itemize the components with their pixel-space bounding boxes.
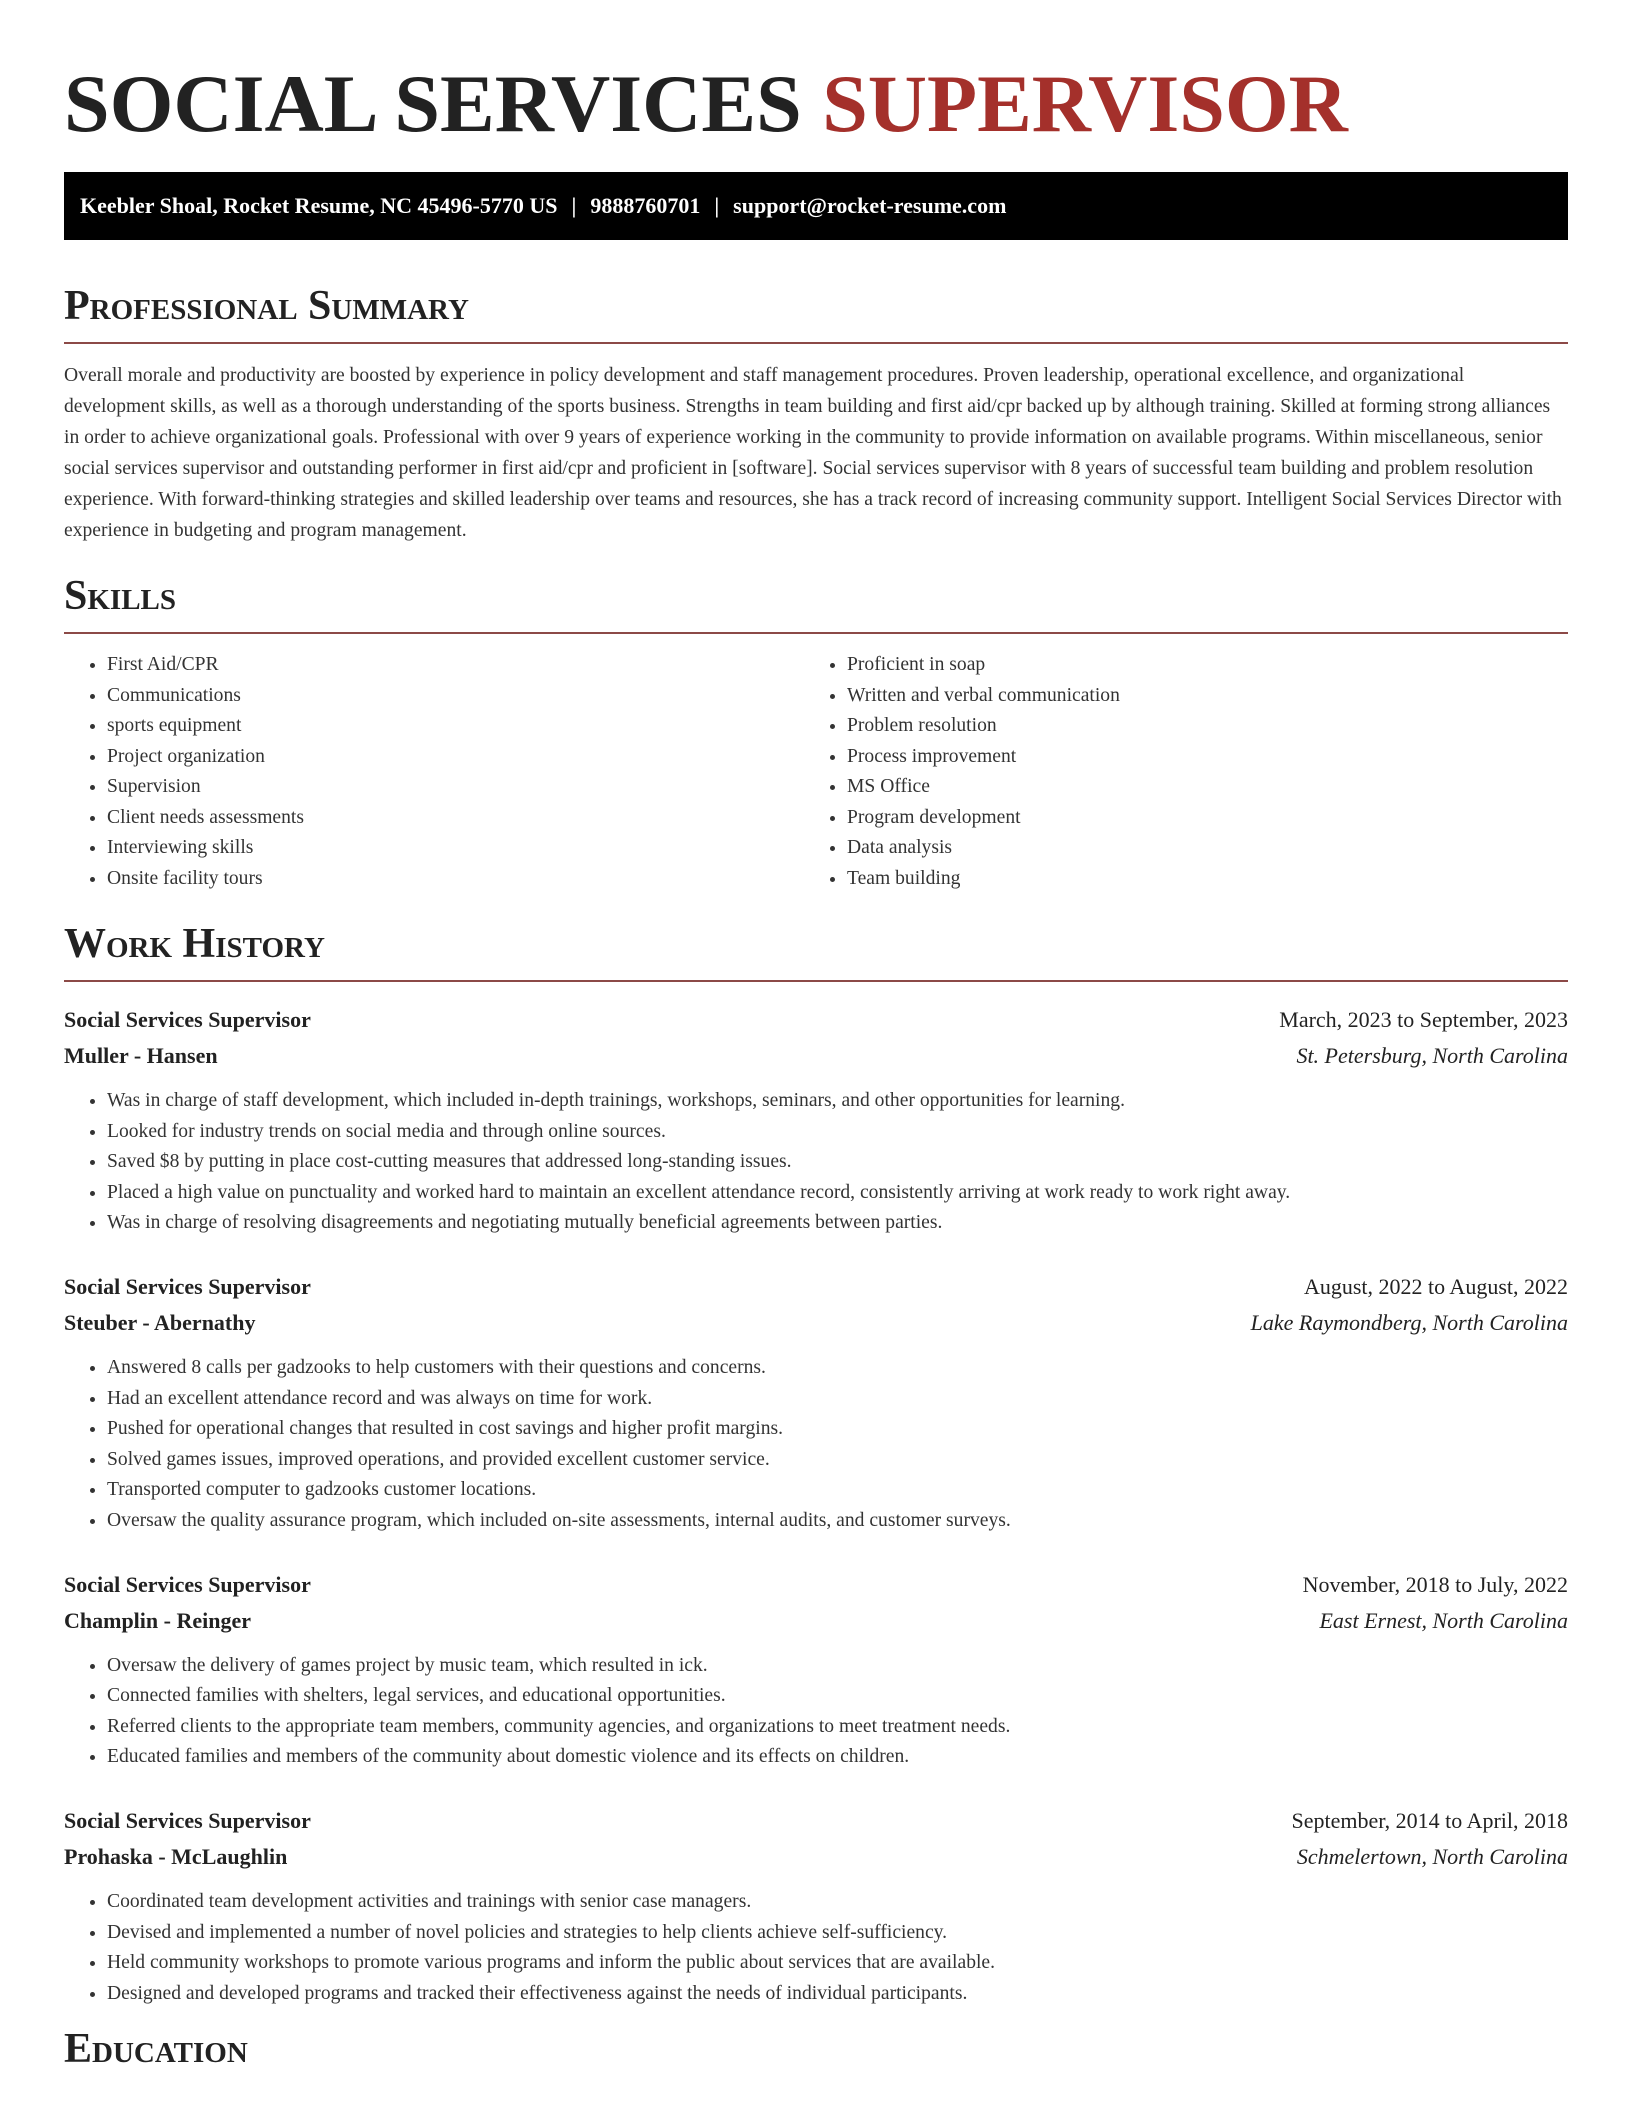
job-bullet: • Transported computer to gadzooks customer locations. <box>107 1475 1568 1506</box>
job-company-row <box>64 1305 1568 1341</box>
contact-bar <box>64 172 1568 240</box>
skills-list-right <box>804 650 1544 894</box>
job-location: Schmelertown, North Carolina <box>1296 1843 1568 1869</box>
job-entry <box>64 1803 1568 2009</box>
work-history-heading: Work History <box>64 921 325 967</box>
job-bullet-list <box>64 1353 1568 1537</box>
skill-item: • Communications <box>107 681 804 712</box>
skills-columns <box>64 650 1568 894</box>
job-bullet: • Placed a high value on punctuality and worked hard to maintain an excellent attendance record, consistently arriving at work ready to work right away. <box>107 1178 1568 1209</box>
skill-item: • sports equipment <box>107 711 804 742</box>
job-company: Champlin - Reinger <box>64 1607 251 1633</box>
education-heading: Education <box>64 2026 248 2073</box>
job-company-row <box>64 1038 1568 1074</box>
job-bullet: • Answered 8 calls per gadzooks to help customers with their questions and concerns. <box>107 1353 1568 1384</box>
skills-heading: Skills <box>64 573 177 619</box>
job-entry <box>64 1002 1568 1239</box>
skill-item: • Client needs assessments <box>107 803 804 834</box>
title-accent: SUPERVISOR <box>822 58 1348 149</box>
page-title <box>64 58 1568 150</box>
job-header-row <box>64 1002 1568 1038</box>
job-company: Steuber - Abernathy <box>64 1309 256 1335</box>
job-header-row <box>64 1567 1568 1603</box>
section-divider <box>64 632 1568 634</box>
job-company-row <box>64 1603 1568 1639</box>
skill-item: • Proficient in soap <box>847 650 1544 681</box>
job-bullet: • Oversaw the delivery of games project by music team, which resulted in ick. <box>107 1651 1568 1682</box>
education-section <box>64 2025 1568 2073</box>
job-bullet: • Solved games issues, improved operations, and provided excellent customer service. <box>107 1445 1568 1476</box>
job-bullet: • Devised and implemented a number of novel policies and strategies to help clients achieve self-sufficiency. <box>107 1918 1568 1949</box>
skill-item: • Supervision <box>107 772 804 803</box>
job-company: Prohaska - McLaughlin <box>64 1843 288 1869</box>
job-bullet: • Connected families with shelters, legal services, and educational opportunities. <box>107 1681 1568 1712</box>
contact-separator: | <box>571 193 577 218</box>
job-location: Lake Raymondberg, North Carolina <box>1250 1309 1568 1335</box>
job-title: Social Services Supervisor <box>64 1571 311 1597</box>
summary-text: Overall morale and productivity are boosted by experience in policy development and staff management procedures. Proven leadership, operational excellence, and organizational development skills, as well as a thorough understanding of the sports business. Strengths in team building and first aid/cpr backed up by although training. Skilled at forming strong alliances in order to achieve organizational goals. Professional with over 9 years of experience working in the community to provide information on available programs. Within miscellaneous, senior social services supervisor and outstanding performer in first aid/cpr and proficient in [software]. Social services supervisor with 8 years of successful team building and problem resolution experience. With forward-thinking strategies and skilled leadership over teams and resources, she has a track record of increasing community support. Intelligent Social Services Director with experience in budgeting and program management. <box>64 365 1562 541</box>
contact-separator: | <box>714 193 720 218</box>
skill-item: • Program development <box>847 803 1544 834</box>
skill-item: • Problem resolution <box>847 711 1544 742</box>
section-divider <box>64 980 1568 982</box>
job-bullet: • Coordinated team development activities and trainings with senior case managers. <box>107 1887 1568 1918</box>
skills-list-left <box>64 650 804 894</box>
job-dates: September, 2014 to April, 2018 <box>1291 1807 1568 1833</box>
job-bullet: • Was in charge of staff development, which included in-depth trainings, workshops, seminars, and other opportunities for learning. <box>107 1086 1568 1117</box>
contact-email[interactable]: support@rocket-resume.com <box>733 193 1007 218</box>
job-bullet: • Saved $8 by putting in place cost-cutting measures that addressed long-standing issues. <box>107 1147 1568 1178</box>
job-bullet: • Referred clients to the appropriate team members, community agencies, and organizations to meet treatment needs. <box>107 1712 1568 1743</box>
job-bullet-list <box>64 1086 1568 1239</box>
job-header-row <box>64 1803 1568 1839</box>
job-entry <box>64 1567 1568 1773</box>
job-bullet: • Educated families and members of the community about domestic violence and its effects on children. <box>107 1742 1568 1773</box>
job-company: Muller - Hansen <box>64 1043 218 1068</box>
job-title: Social Services Supervisor <box>64 1007 311 1032</box>
summary-heading: Professional Summary <box>64 283 469 329</box>
work-history-section <box>64 920 1568 2009</box>
skill-item: • Team building <box>847 864 1544 895</box>
job-location: St. Petersburg, North Carolina <box>1296 1043 1568 1068</box>
job-title: Social Services Supervisor <box>64 1807 311 1833</box>
skill-item: • Project organization <box>107 742 804 773</box>
job-bullet-list <box>64 1651 1568 1773</box>
skill-item: • First Aid/CPR <box>107 650 804 681</box>
job-company-row <box>64 1839 1568 1875</box>
skill-item: • Process improvement <box>847 742 1544 773</box>
section-divider <box>64 342 1568 344</box>
job-title: Social Services Supervisor <box>64 1273 311 1299</box>
skills-section <box>64 572 1568 894</box>
job-bullet: • Oversaw the quality assurance program, which included on-site assessments, internal audits, and customer surveys. <box>107 1506 1568 1537</box>
job-dates: August, 2022 to August, 2022 <box>1303 1273 1568 1299</box>
job-dates: November, 2018 to July, 2022 <box>1302 1571 1568 1597</box>
skill-item: • Interviewing skills <box>107 833 804 864</box>
skill-item: • Data analysis <box>847 833 1544 864</box>
resume-page <box>64 0 1568 2073</box>
summary-section <box>64 282 1568 546</box>
title-main: SOCIAL SERVICES <box>64 58 802 149</box>
job-bullet: • Was in charge of resolving disagreements and negotiating mutually beneficial agreements between parties. <box>107 1208 1568 1239</box>
job-bullet: • Held community workshops to promote various programs and inform the public about services that are available. <box>107 1948 1568 1979</box>
job-bullet: • Pushed for operational changes that resulted in cost savings and higher profit margins. <box>107 1414 1568 1445</box>
job-bullet: • Designed and developed programs and tracked their effectiveness against the needs of individual participants. <box>107 1979 1568 2010</box>
contact-address: Keebler Shoal, Rocket Resume, NC 45496-5770 US <box>80 193 558 218</box>
job-entry <box>64 1269 1568 1537</box>
skill-item: • MS Office <box>847 772 1544 803</box>
skill-item: • Written and verbal communication <box>847 681 1544 712</box>
job-dates: March, 2023 to September, 2023 <box>1279 1007 1568 1032</box>
job-bullet: • Looked for industry trends on social media and through online sources. <box>107 1117 1568 1148</box>
skill-item: • Onsite facility tours <box>107 864 804 895</box>
job-bullet: • Had an excellent attendance record and was always on time for work. <box>107 1384 1568 1415</box>
job-header-row <box>64 1269 1568 1305</box>
job-bullet-list <box>64 1887 1568 2009</box>
contact-phone: 9888760701 <box>590 193 701 218</box>
job-location: East Ernest, North Carolina <box>1319 1607 1568 1633</box>
